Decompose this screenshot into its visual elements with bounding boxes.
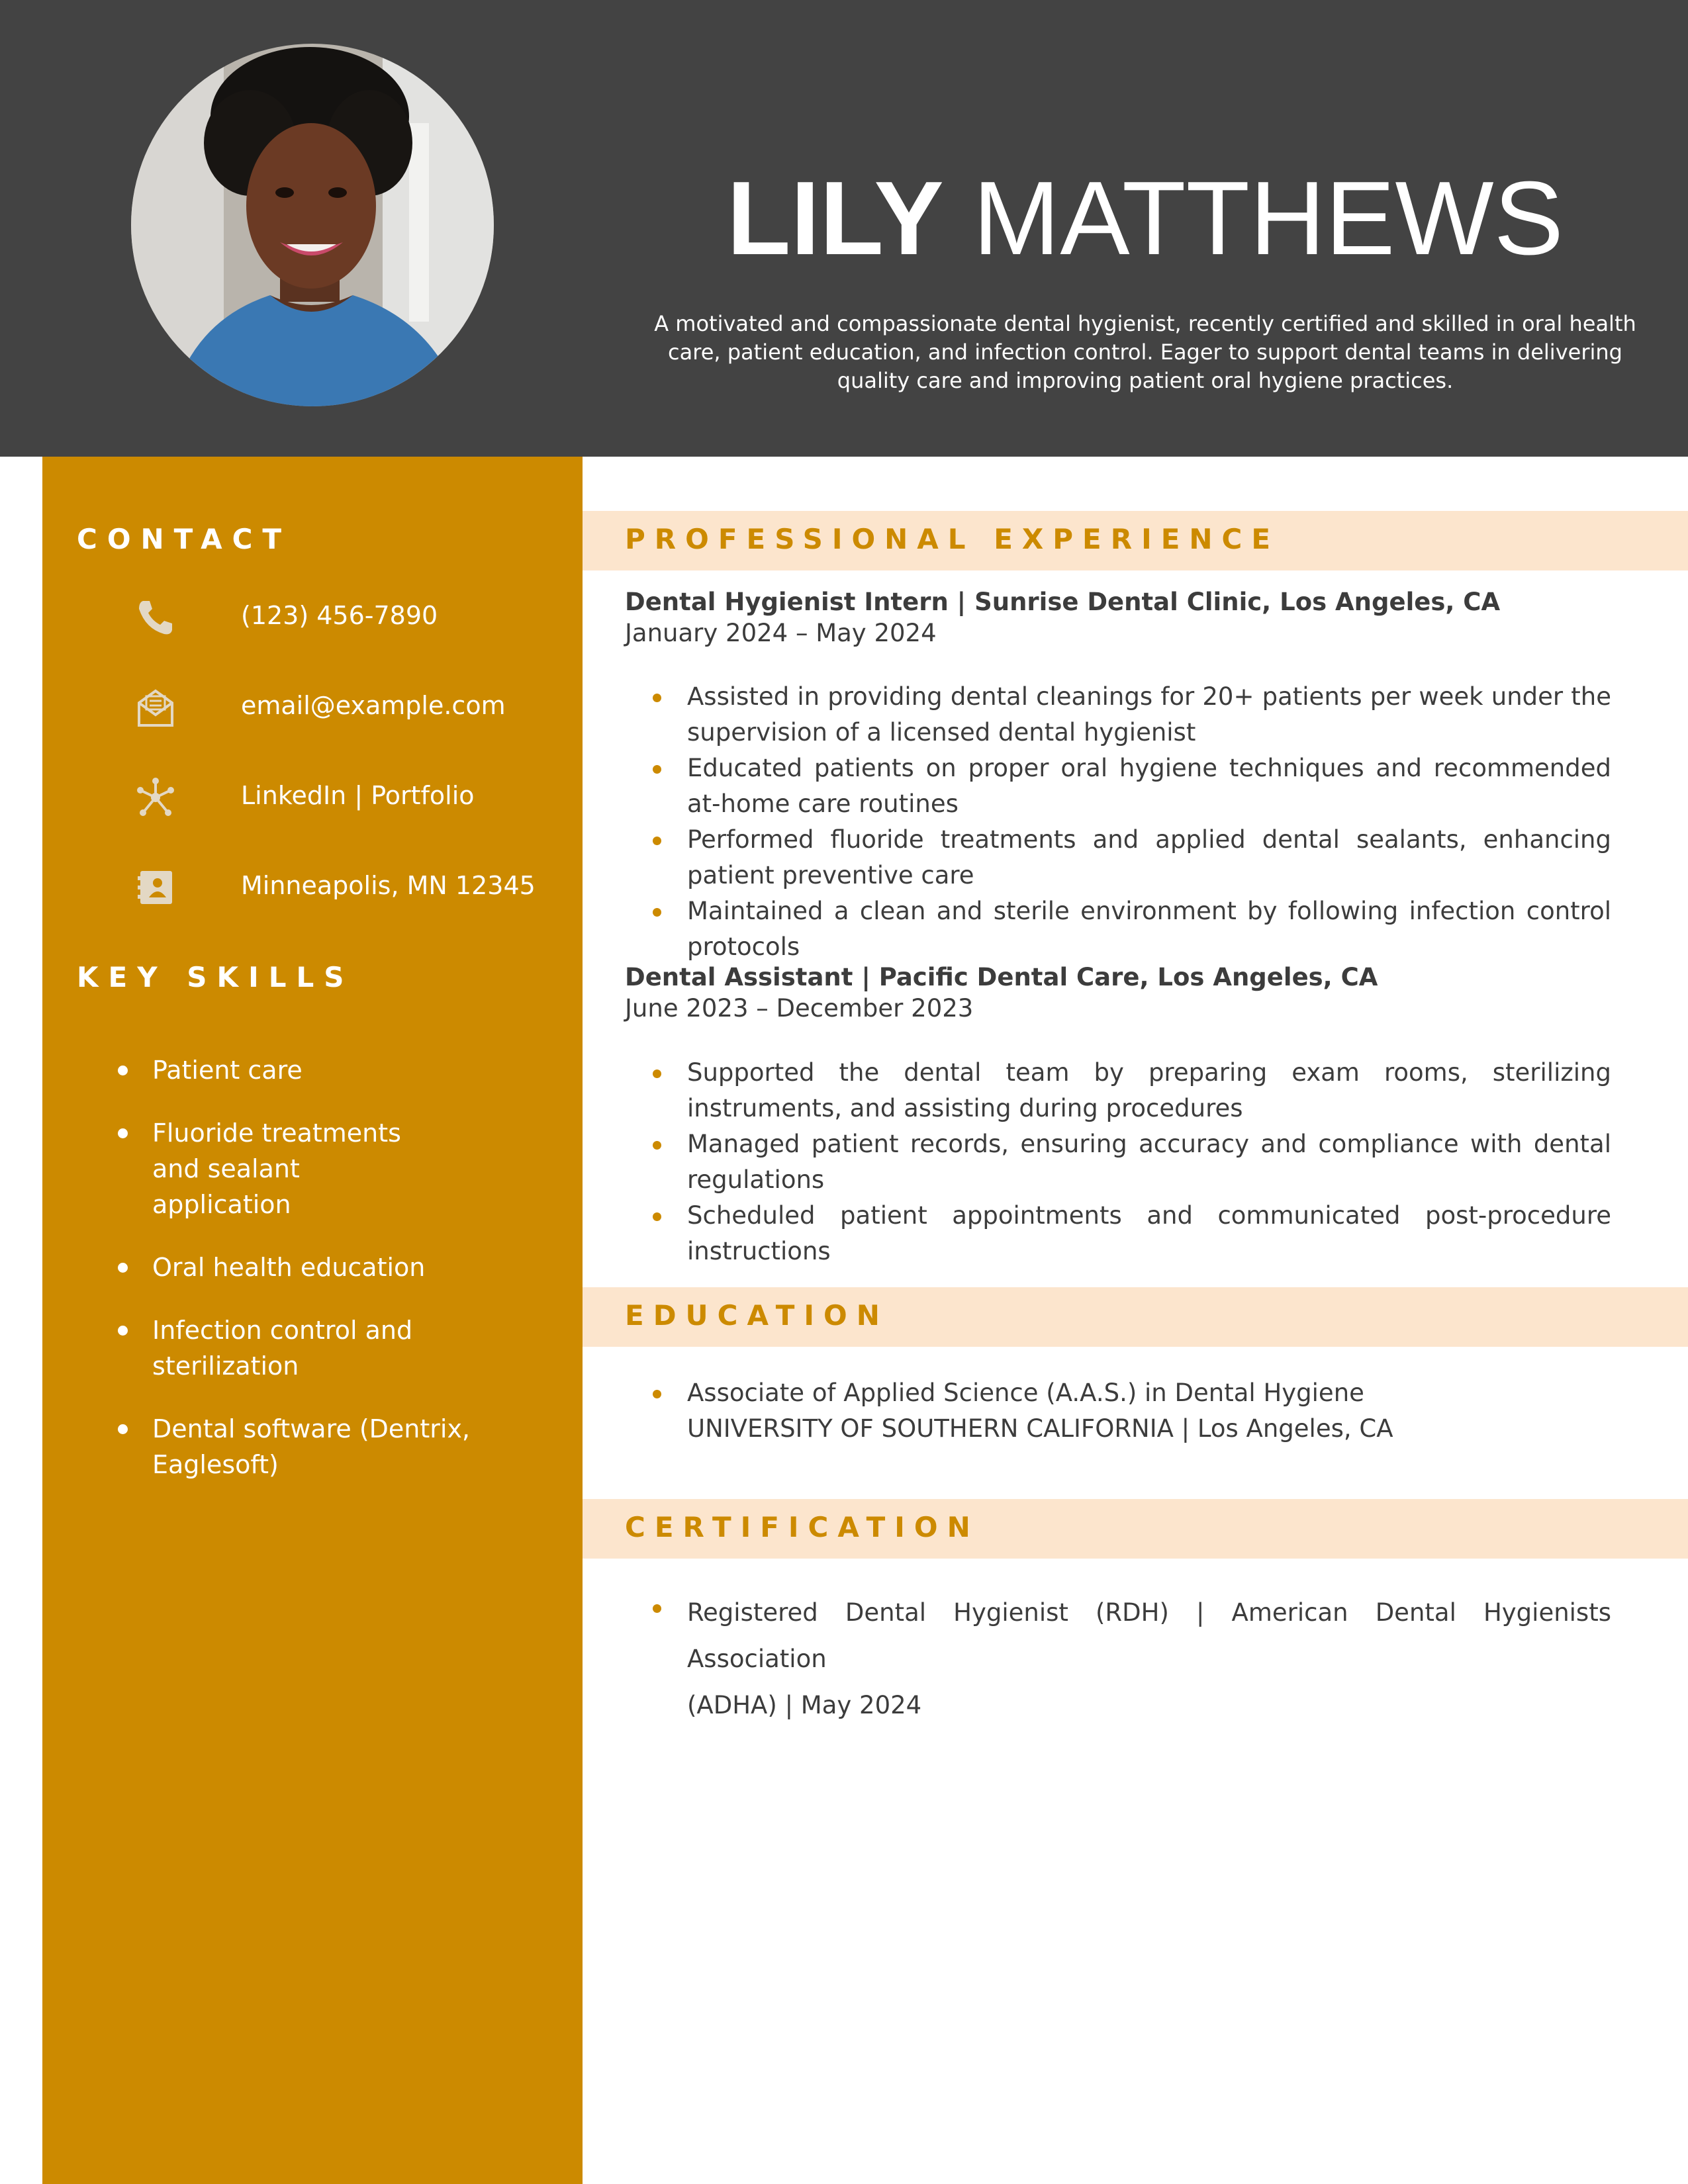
- links-text: LinkedIn | Portfolio: [241, 781, 475, 810]
- phone-icon: [135, 597, 176, 638]
- first-name: LILY: [726, 160, 944, 277]
- degree-text: Associate of Applied Science (A.A.S.) in Dental Hygiene: [687, 1379, 1364, 1407]
- skills-list: [115, 1052, 526, 1510]
- sidebar: [42, 457, 583, 2184]
- skill-item: Infection control and sterilization: [115, 1312, 444, 1384]
- list-item: Assisted in providing dental cleanings for 20+ patients per week under the supervision of a licensed dental hygienist: [687, 679, 1611, 751]
- network-icon: [135, 777, 176, 818]
- certification-list: [687, 1590, 1611, 1729]
- job-dates-2: June 2023 – December 2023: [625, 994, 974, 1023]
- portrait-illustration: [131, 44, 494, 406]
- list-item: Managed patient records, ensuring accuracy and compliance with dental regulations: [687, 1126, 1611, 1198]
- phone-text: (123) 456-7890: [241, 601, 438, 630]
- job-title-1: Dental Hygienist Intern | Sunrise Dental Clinic, Los Angeles, CA: [625, 588, 1501, 616]
- job-title-2: Dental Assistant | Pacific Dental Care, Los Angeles, CA: [625, 963, 1378, 991]
- skill-item: Dental software (Dentrix, Eaglesoft): [115, 1411, 496, 1482]
- list-item: Educated patients on proper oral hygiene techniques and recommended at-home care routines: [687, 751, 1611, 822]
- list-item: [687, 1375, 1611, 1447]
- certification-line-1: Registered Dental Hygienist (RDH) | American Dental Hygienists Association: [687, 1598, 1611, 1673]
- address-text: Minneapolis, MN 12345: [241, 871, 536, 900]
- profile-summary: A motivated and compassionate dental hygienist, recently certified and skilled in oral health care, patient education, and infection control. Eager to support dental teams in delivering quality care and improving patient oral hygiene practices.: [654, 311, 1636, 393]
- job-dates-1: January 2024 – May 2024: [625, 619, 937, 647]
- job-bullets-2: [687, 1055, 1611, 1269]
- skill-item: Oral health education: [115, 1250, 526, 1285]
- contact-card-icon: [135, 867, 176, 908]
- last-name: MATTHEWS: [972, 160, 1564, 277]
- list-item: Supported the dental team by preparing exam rooms, sterilizing instruments, and assisting during procedures: [687, 1055, 1611, 1126]
- certification-line-2: (ADHA) | May 2024: [687, 1691, 922, 1719]
- skill-item: Fluoride treatments and sealant application: [115, 1115, 444, 1222]
- job-bullets-1: [687, 679, 1611, 965]
- list-item: Maintained a clean and sterile environment by following infection control protocols: [687, 893, 1611, 965]
- profile-photo: [131, 44, 494, 406]
- certification-section-header: [583, 1499, 1688, 1559]
- candidate-name: [622, 159, 1668, 278]
- list-item: [687, 1590, 1611, 1729]
- list-item: Scheduled patient appointments and communicated post-procedure instructions: [687, 1198, 1611, 1269]
- list-item: Performed fluoride treatments and applied dental sealants, enhancing patient preventive care: [687, 822, 1611, 893]
- header: [0, 0, 1688, 457]
- education-heading: EDUCATION: [625, 1299, 889, 1332]
- school-text: UNIVERSITY OF SOUTHERN CALIFORNIA | Los Angeles, CA: [687, 1414, 1393, 1443]
- education-list: [687, 1375, 1611, 1447]
- email-text: email@example.com: [241, 691, 506, 720]
- education-section-header: [583, 1287, 1688, 1347]
- certification-heading: CERTIFICATION: [625, 1511, 980, 1543]
- experience-section-header: [583, 511, 1688, 570]
- skill-item: Patient care: [115, 1052, 526, 1088]
- skills-heading: KEY SKILLS: [77, 961, 354, 993]
- envelope-icon: [135, 687, 176, 728]
- experience-heading: PROFESSIONAL EXPERIENCE: [625, 523, 1280, 555]
- contact-heading: CONTACT: [77, 523, 292, 555]
